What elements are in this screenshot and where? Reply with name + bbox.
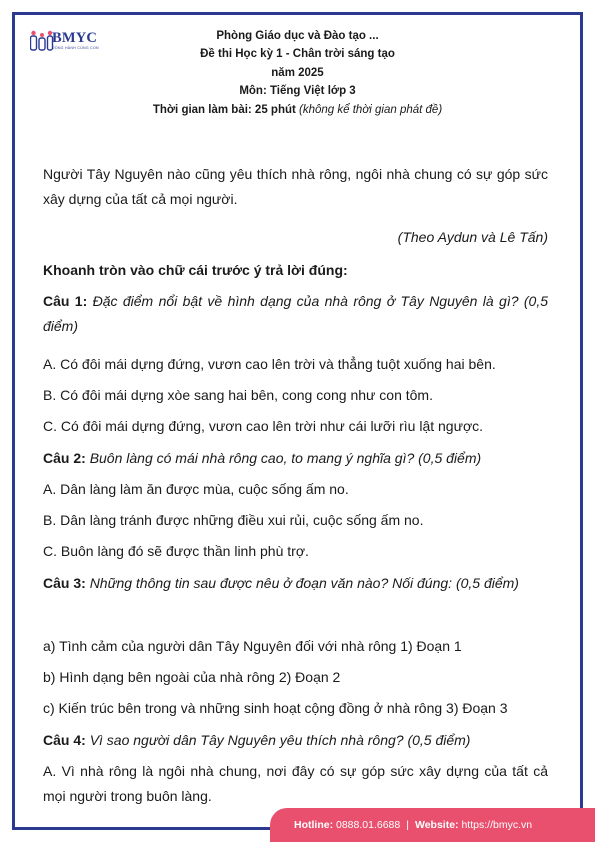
q1-option-b: B. Có đôi mái dựng xòe sang hai bên, cong cong như con tôm. xyxy=(43,387,433,403)
passage-source: (Theo Aydun và Lê Tấn) xyxy=(397,229,548,245)
question-4-text: Vì sao người dân Tây Nguyên yêu thích nhà rông? (0,5 điểm) xyxy=(89,732,471,748)
question-3-label: Câu 3: xyxy=(43,575,86,591)
duration-note: (không kể thời gian phát đề) xyxy=(299,103,443,116)
q1-option-a: A. Có đôi mái dựng đứng, vươn cao lên trời và thẳng tuột xuống hai bên. xyxy=(43,356,496,372)
q3-item-a: a) Tình cảm của người dân Tây Nguyên đối với nhà rông 1) Đoạn 1 xyxy=(43,638,462,654)
q4-option-a: A. Vì nhà rông là ngôi nhà chung, nơi đây có sự góp sức xây dựng của tất cả mọi người trong buôn làng. xyxy=(43,763,548,804)
question-3-text: Những thông tin sau được nêu ở đoạn văn nào? Nối đúng: (0,5 điểm) xyxy=(89,575,519,591)
passage-text: Người Tây Nguyên nào cũng yêu thích nhà rông, ngôi nhà chung có sự góp sức xây dựng của tất cả mọi người. xyxy=(43,166,548,207)
question-1 xyxy=(43,289,548,339)
q2-option-b: B. Dân làng tránh được những điều xui rủi, cuộc sống ấm no. xyxy=(43,512,424,528)
question-1-text: Đặc điểm nổi bật về hình dạng của nhà rông ở Tây Nguyên là gì? (0,5 điểm) xyxy=(43,293,548,334)
header-subject: Môn: Tiếng Việt lớp 3 xyxy=(239,85,356,98)
instruction: Khoanh tròn vào chữ cái trước ý trả lời đúng: xyxy=(43,262,348,278)
header-duration xyxy=(90,101,505,119)
question-2-text: Buôn làng có mái nhà rông cao, to mang ý nghĩa gì? (0,5 điểm) xyxy=(89,450,482,466)
exam-header xyxy=(90,27,505,119)
duration-text: Thời gian làm bài: 25 phút xyxy=(152,103,296,116)
header-year: năm 2025 xyxy=(271,66,324,79)
q2-option-a: A. Dân làng làm ăn được mùa, cuộc sống ấm no. xyxy=(43,481,349,497)
website-label: Website: xyxy=(414,819,459,831)
question-1-label: Câu 1: xyxy=(43,293,88,309)
website-link[interactable]: https://bmyc.vn xyxy=(461,819,533,831)
q3-item-b: b) Hình dạng bên ngoài của nhà rông 2) Đoạn 2 xyxy=(43,669,341,685)
hotline-label: Hotline: xyxy=(294,819,334,831)
header-department: Phòng Giáo dục và Đào tạo ... xyxy=(216,30,379,42)
q1-option-c: C. Có đôi mái dựng đứng, vươn cao lên trời như cái lưỡi rìu lật ngược. xyxy=(43,418,484,434)
brand-name: BMYC xyxy=(52,30,98,46)
question-3 xyxy=(43,571,548,596)
question-4 xyxy=(43,728,548,753)
q3-item-c: c) Kiến trúc bên trong và những sinh hoạt cộng đồng ở nhà rông 3) Đoạn 3 xyxy=(43,700,508,716)
q2-option-c: C. Buôn làng đó sẽ được thần linh phù trợ. xyxy=(43,543,309,559)
footer-contact-bar xyxy=(270,808,595,842)
footer-separator: | xyxy=(406,819,409,831)
header-exam-title: Đề thi Học kỳ 1 - Chân trời sáng tạo xyxy=(200,48,395,61)
hotline-number[interactable]: 0888.01.6688 xyxy=(336,819,401,831)
brand-tagline: ĐỒNG HÀNH CÙNG CON xyxy=(52,46,99,50)
question-2 xyxy=(43,446,548,471)
question-2-label: Câu 2: xyxy=(43,450,86,466)
question-4-label: Câu 4: xyxy=(43,732,86,748)
